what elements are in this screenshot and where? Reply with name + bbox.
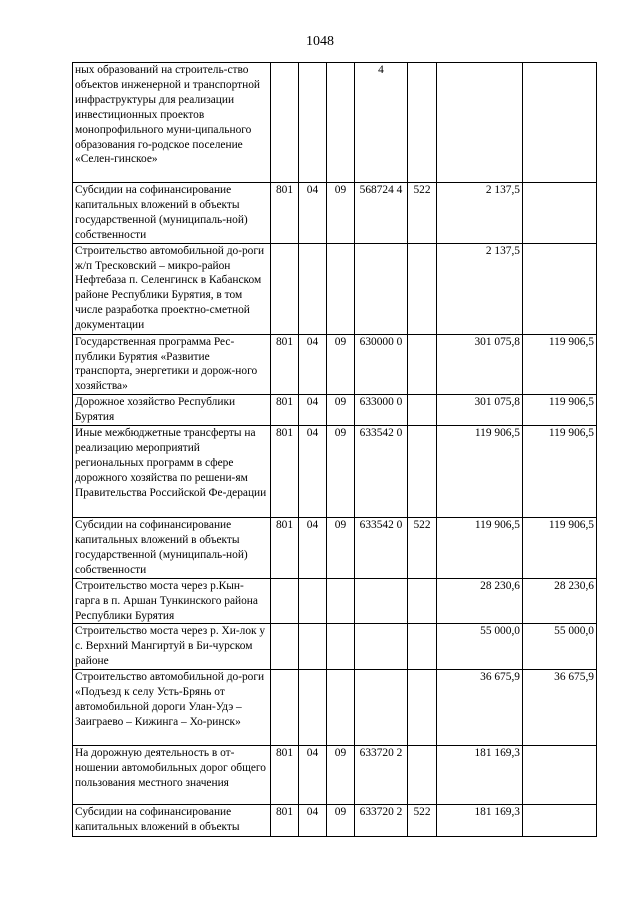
ministry-code-cell: 801 <box>271 746 299 805</box>
row-name-cell: Дорожное хозяйство Республики Бурятия <box>73 395 271 426</box>
ministry-code-cell: 801 <box>271 805 299 837</box>
section-code-cell <box>299 63 327 183</box>
amount-1-cell: 301 075,8 <box>437 334 523 395</box>
row-name-cell: На дорожную деятельность в от-ношении автомобильных дорог общего пользования местного значения <box>73 746 271 805</box>
section-code-cell <box>299 670 327 746</box>
expense-type-cell: 522 <box>408 518 437 579</box>
amount-2-cell <box>523 183 597 244</box>
row-name-cell: Субсидии на софинансирование капитальных вложений в объекты государственной (муниципаль-ной) собственности <box>73 518 271 579</box>
target-article-cell: 568724 4 <box>355 183 408 244</box>
ministry-code-cell: 801 <box>271 426 299 518</box>
amount-1-cell: 119 906,5 <box>437 518 523 579</box>
target-article-cell: 633720 2 <box>355 746 408 805</box>
target-article-cell <box>355 670 408 746</box>
ministry-code-cell: 801 <box>271 518 299 579</box>
subsection-code-cell: 09 <box>327 183 355 244</box>
amount-2-cell: 55 000,0 <box>523 624 597 670</box>
amount-2-cell: 119 906,5 <box>523 395 597 426</box>
section-code-cell <box>299 624 327 670</box>
amount-1-cell: 301 075,8 <box>437 395 523 426</box>
row-name-cell: Строительство моста через р. Хи-лок у с. Верхний Мангиртуй в Би-чурском районе <box>73 624 271 670</box>
target-article-cell: 633542 0 <box>355 426 408 518</box>
amount-2-cell: 119 906,5 <box>523 334 597 395</box>
row-name-cell: Строительство моста через р.Кын-гарга в п. Аршан Тункинского района Республики Бурятия <box>73 578 271 624</box>
section-code-cell: 04 <box>299 334 327 395</box>
subsection-code-cell: 09 <box>327 518 355 579</box>
subsection-code-cell <box>327 63 355 183</box>
expense-type-cell <box>408 624 437 670</box>
amount-1-cell <box>437 63 523 183</box>
expense-type-cell <box>408 395 437 426</box>
expense-type-cell <box>408 243 437 334</box>
budget-table <box>72 62 597 837</box>
expense-type-cell: 522 <box>408 805 437 837</box>
expense-type-cell <box>408 670 437 746</box>
table-row <box>73 63 597 183</box>
table-row <box>73 243 597 334</box>
amount-2-cell: 36 675,9 <box>523 670 597 746</box>
subsection-code-cell: 09 <box>327 805 355 837</box>
section-code-cell: 04 <box>299 518 327 579</box>
section-code-cell <box>299 578 327 624</box>
target-article-cell <box>355 624 408 670</box>
table-row <box>73 334 597 395</box>
row-name-cell: Строительство автомобильной до-роги ж/п Тресковский – микро-район Нефтебаза п. Селенгинск в Кабанском районе Республики Бурятия, в том числе разработка проектно-сметной документации <box>73 243 271 334</box>
ministry-code-cell <box>271 578 299 624</box>
table-row <box>73 624 597 670</box>
row-name-cell: Строительство автомобильной до-роги «Подъезд к селу Усть-Брянь от автомобильной дороги Улан-Удэ – Заиграево – Кижинга – Хо-ринск» <box>73 670 271 746</box>
row-name-cell: Субсидии на софинансирование капитальных вложений в объекты государственной (муниципаль-ной) собственности <box>73 183 271 244</box>
table-row <box>73 518 597 579</box>
ministry-code-cell <box>271 243 299 334</box>
row-name-cell: ных образований на строитель-ство объектов инженерной и транспортной инфраструктуры для реализации инвестиционных проектов монопрофильного муни-ципального образования го-родское поселение «Селен-гинское» <box>73 63 271 183</box>
ministry-code-cell: 801 <box>271 183 299 244</box>
subsection-code-cell <box>327 578 355 624</box>
subsection-code-cell <box>327 624 355 670</box>
subsection-code-cell: 09 <box>327 395 355 426</box>
page-number: 1048 <box>306 34 334 49</box>
subsection-code-cell: 09 <box>327 334 355 395</box>
expense-type-cell <box>408 63 437 183</box>
expense-type-cell <box>408 746 437 805</box>
ministry-code-cell: 801 <box>271 395 299 426</box>
ministry-code-cell <box>271 624 299 670</box>
row-name-cell: Субсидии на софинансирование капитальных вложений в объекты <box>73 805 271 837</box>
table-row <box>73 670 597 746</box>
section-code-cell: 04 <box>299 746 327 805</box>
target-article-cell <box>355 578 408 624</box>
amount-1-cell: 36 675,9 <box>437 670 523 746</box>
table-row <box>73 395 597 426</box>
table-row <box>73 746 597 805</box>
expense-type-cell: 522 <box>408 183 437 244</box>
target-article-cell: 4 <box>355 63 408 183</box>
section-code-cell: 04 <box>299 805 327 837</box>
table-body <box>73 63 597 837</box>
ministry-code-cell <box>271 670 299 746</box>
amount-2-cell <box>523 805 597 837</box>
amount-1-cell: 55 000,0 <box>437 624 523 670</box>
amount-2-cell: 119 906,5 <box>523 426 597 518</box>
amount-1-cell: 181 169,3 <box>437 805 523 837</box>
expense-type-cell <box>408 426 437 518</box>
table-row <box>73 426 597 518</box>
subsection-code-cell <box>327 670 355 746</box>
subsection-code-cell: 09 <box>327 746 355 805</box>
row-name-cell: Иные межбюджетные трансферты на реализацию мероприятий региональных программ в сфере дорожного хозяйства по решени-ям Правительства Российской Фе-дерации <box>73 426 271 518</box>
expense-type-cell <box>408 578 437 624</box>
subsection-code-cell <box>327 243 355 334</box>
amount-2-cell <box>523 746 597 805</box>
amount-1-cell: 181 169,3 <box>437 746 523 805</box>
target-article-cell: 633542 0 <box>355 518 408 579</box>
amount-2-cell: 119 906,5 <box>523 518 597 579</box>
amount-2-cell <box>523 63 597 183</box>
section-code-cell: 04 <box>299 426 327 518</box>
target-article-cell: 633720 2 <box>355 805 408 837</box>
amount-2-cell <box>523 243 597 334</box>
amount-1-cell: 28 230,6 <box>437 578 523 624</box>
target-article-cell: 633000 0 <box>355 395 408 426</box>
amount-1-cell: 119 906,5 <box>437 426 523 518</box>
amount-1-cell: 2 137,5 <box>437 243 523 334</box>
expense-type-cell <box>408 334 437 395</box>
target-article-cell <box>355 243 408 334</box>
table-row <box>73 805 597 837</box>
row-name-cell: Государственная программа Рес-публики Бурятия «Развитие транспорта, энергетики и дорож-ного хозяйства» <box>73 334 271 395</box>
section-code-cell: 04 <box>299 395 327 426</box>
section-code-cell <box>299 243 327 334</box>
section-code-cell: 04 <box>299 183 327 244</box>
amount-1-cell: 2 137,5 <box>437 183 523 244</box>
table-row <box>73 578 597 624</box>
target-article-cell: 630000 0 <box>355 334 408 395</box>
ministry-code-cell <box>271 63 299 183</box>
amount-2-cell: 28 230,6 <box>523 578 597 624</box>
table-row <box>73 183 597 244</box>
subsection-code-cell: 09 <box>327 426 355 518</box>
ministry-code-cell: 801 <box>271 334 299 395</box>
